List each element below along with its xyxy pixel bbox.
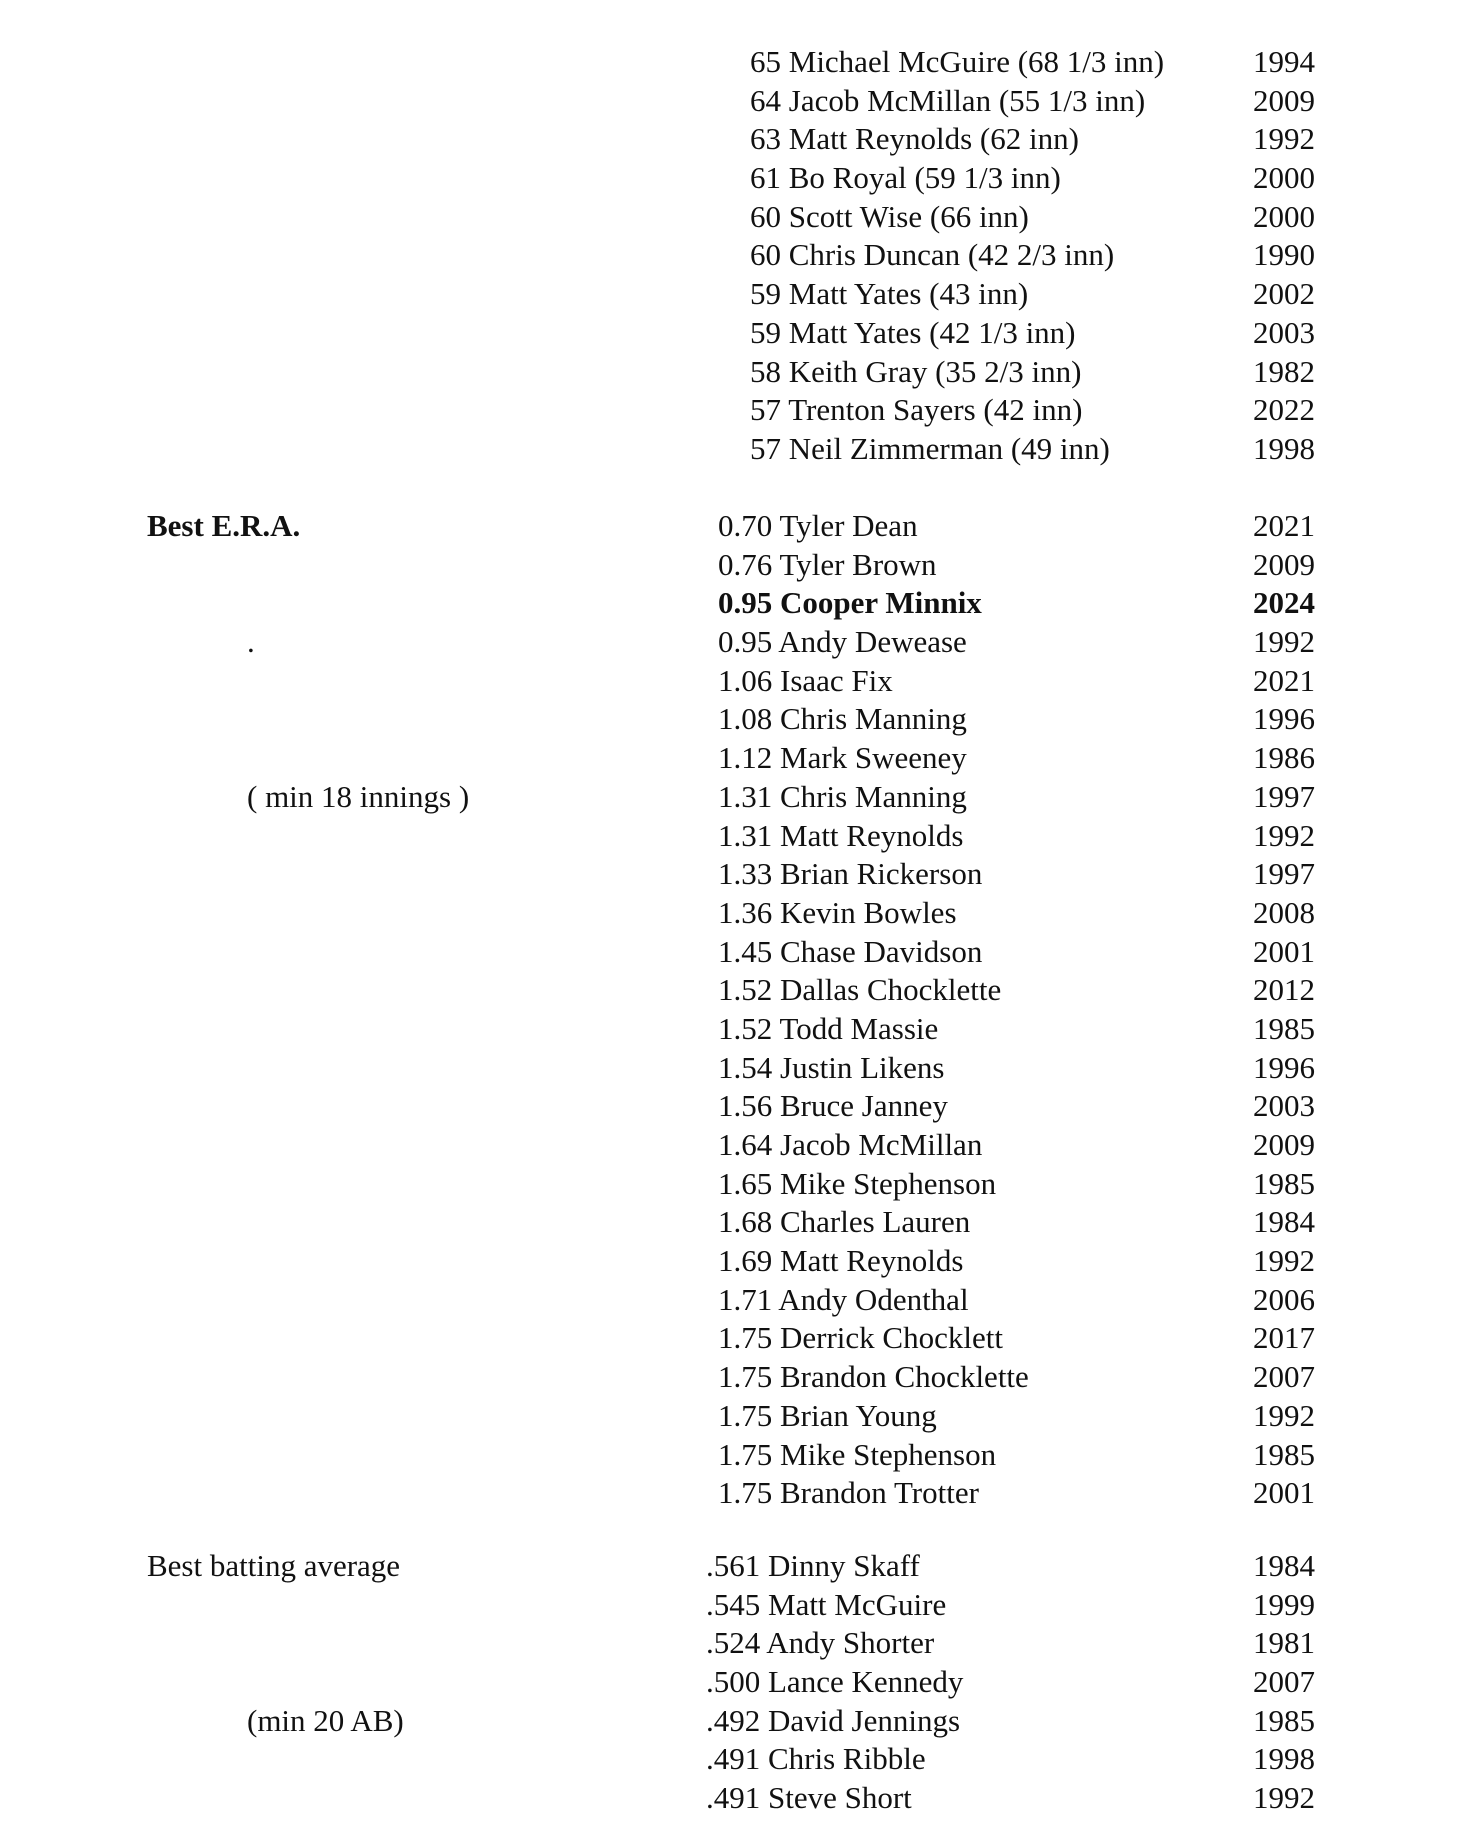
record-entry: 1.31 Chris Manning [718, 778, 967, 814]
record-entry: 60 Chris Duncan (42 2/3 inn) [750, 237, 1115, 273]
record-year: 2002 [1253, 276, 1315, 312]
record-row [0, 1358, 1468, 1397]
record-entry: 65 Michael McGuire (68 1/3 inn) [750, 44, 1165, 79]
record-year: 1996 [1253, 701, 1315, 737]
record-row [0, 159, 1468, 198]
record-row [0, 1203, 1468, 1242]
record-row [0, 1126, 1468, 1165]
record-row [0, 353, 1468, 392]
record-entry: 1.69 Matt Reynolds [718, 1243, 964, 1279]
record-row [0, 82, 1468, 121]
record-row [0, 584, 1468, 623]
record-year: 2021 [1253, 508, 1315, 543]
record-entry: 1.71 Andy Odenthal [718, 1281, 969, 1317]
record-row [0, 933, 1468, 972]
record-entry: 1.75 Brandon Trotter [718, 1475, 979, 1511]
record-year: 2008 [1253, 894, 1315, 930]
record-year: 2012 [1253, 972, 1315, 1008]
record-entry: 1.31 Matt Reynolds [718, 817, 964, 853]
record-row [0, 1702, 1468, 1741]
record-year: 2017 [1253, 1320, 1315, 1356]
record-entry: 58 Keith Gray (35 2/3 inn) [750, 353, 1082, 389]
record-entry: 1.64 Jacob McMillan [718, 1127, 983, 1162]
record-year: 1992 [1253, 624, 1315, 660]
batting-min-note: (min 20 AB) [247, 1703, 404, 1738]
strikeouts-list [0, 43, 1468, 469]
record-year: 2001 [1253, 933, 1315, 969]
record-row [0, 971, 1468, 1010]
record-entry: .545 Matt McGuire [706, 1586, 947, 1622]
record-year: 2024 [1253, 585, 1315, 621]
record-row [0, 236, 1468, 275]
batting-section [0, 1547, 1468, 1818]
record-year: 2021 [1253, 662, 1315, 698]
record-entry: 0.70 Tyler Dean [718, 508, 918, 543]
record-entry: 1.08 Chris Manning [718, 701, 967, 737]
record-row [0, 120, 1468, 159]
record-entry: 1.45 Chase Davidson [718, 933, 983, 969]
record-row [0, 1319, 1468, 1358]
record-entry: 1.33 Brian Rickerson [718, 856, 983, 892]
record-entry: 1.75 Mike Stephenson [718, 1436, 997, 1472]
record-row [0, 1010, 1468, 1049]
record-entry: 1.65 Mike Stephenson [718, 1165, 997, 1201]
record-entry: 57 Neil Zimmerman (49 inn) [750, 430, 1110, 466]
record-year: 1985 [1253, 1702, 1315, 1738]
record-entry: .524 Andy Shorter [706, 1625, 935, 1661]
record-row [0, 817, 1468, 856]
record-entry: .561 Dinny Skaff [706, 1548, 920, 1583]
record-row [0, 1049, 1468, 1088]
record-row [0, 314, 1468, 353]
record-entry: .500 Lance Kennedy [706, 1664, 964, 1700]
record-entry: 1.54 Justin Likens [718, 1049, 945, 1085]
record-entry: 1.75 Brandon Chocklette [718, 1359, 1029, 1395]
record-entry: 1.68 Charles Lauren [718, 1204, 971, 1240]
record-row [0, 739, 1468, 778]
record-year: 2003 [1253, 1088, 1315, 1124]
record-entry: 61 Bo Royal (59 1/3 inn) [750, 160, 1061, 196]
record-year: 2001 [1253, 1475, 1315, 1511]
record-year: 1997 [1253, 778, 1315, 814]
record-row [0, 1436, 1468, 1475]
record-entry: 59 Matt Yates (42 1/3 inn) [750, 314, 1076, 350]
record-year: 2007 [1253, 1664, 1315, 1700]
record-year: 2007 [1253, 1359, 1315, 1395]
record-row [0, 778, 1468, 817]
record-year: 1985 [1253, 1165, 1315, 1201]
record-year: 1981 [1253, 1625, 1315, 1661]
record-row [0, 1740, 1468, 1779]
record-row [0, 1165, 1468, 1204]
record-year: 1994 [1253, 44, 1315, 79]
record-year: 1982 [1253, 353, 1315, 389]
record-year: 2009 [1253, 1127, 1315, 1162]
record-year: 1997 [1253, 856, 1315, 892]
record-year: 2003 [1253, 314, 1315, 350]
record-year: 1999 [1253, 1586, 1315, 1622]
record-entry: 63 Matt Reynolds (62 inn) [750, 121, 1079, 157]
record-row [0, 507, 1468, 546]
record-entry: 1.56 Bruce Janney [718, 1088, 948, 1124]
record-entry: 0.95 Cooper Minnix [718, 585, 982, 621]
record-year: 2000 [1253, 198, 1315, 234]
batting-list [0, 1547, 1468, 1818]
record-row [0, 855, 1468, 894]
era-stray-dot: . [247, 624, 255, 659]
era-list [0, 507, 1468, 1513]
record-year: 2009 [1253, 546, 1315, 582]
record-year: 1992 [1253, 1243, 1315, 1279]
record-row [0, 430, 1468, 469]
record-row [0, 1242, 1468, 1281]
record-entry: 0.95 Andy Dewease [718, 624, 967, 660]
record-year: 1986 [1253, 740, 1315, 776]
record-entry: 57 Trenton Sayers (42 inn) [750, 392, 1083, 428]
record-year: 1992 [1253, 1780, 1315, 1816]
record-year: 1992 [1253, 121, 1315, 157]
record-entry: 1.75 Derrick Chocklett [718, 1320, 1003, 1356]
record-year: 1996 [1253, 1049, 1315, 1085]
record-entry: .491 Steve Short [706, 1780, 912, 1816]
record-row [0, 662, 1468, 701]
record-row [0, 623, 1468, 662]
record-entry: 0.76 Tyler Brown [718, 546, 937, 582]
record-year: 2022 [1253, 392, 1315, 428]
batting-section-label: Best batting average [147, 1548, 401, 1583]
record-entry: 1.52 Dallas Chocklette [718, 972, 1002, 1008]
record-year: 1990 [1253, 237, 1315, 273]
record-row [0, 198, 1468, 237]
record-year: 2006 [1253, 1281, 1315, 1317]
record-entry: 1.12 Mark Sweeney [718, 740, 967, 776]
record-year: 1998 [1253, 430, 1315, 466]
record-year: 1985 [1253, 1436, 1315, 1472]
record-row [0, 1087, 1468, 1126]
era-section-label: Best E.R.A. [147, 508, 301, 543]
record-row [0, 1397, 1468, 1436]
record-entry: .491 Chris Ribble [706, 1741, 926, 1777]
record-year: 1998 [1253, 1741, 1315, 1777]
era-min-note: ( min 18 innings ) [247, 779, 470, 814]
record-year: 1984 [1253, 1204, 1315, 1240]
record-year: 2000 [1253, 160, 1315, 196]
record-row [0, 1281, 1468, 1320]
record-entry: 60 Scott Wise (66 inn) [750, 198, 1029, 234]
record-row [0, 1663, 1468, 1702]
record-row [0, 546, 1468, 585]
record-year: 2009 [1253, 82, 1315, 118]
record-row [0, 700, 1468, 739]
record-entry: 64 Jacob McMillan (55 1/3 inn) [750, 82, 1146, 118]
record-row [0, 1586, 1468, 1625]
record-row [0, 894, 1468, 933]
record-row [0, 43, 1468, 82]
record-year: 1992 [1253, 817, 1315, 853]
record-year: 1992 [1253, 1397, 1315, 1433]
record-entry: 1.75 Brian Young [718, 1397, 937, 1433]
strikeouts-section [0, 43, 1468, 469]
record-entry: 1.36 Kevin Bowles [718, 894, 957, 930]
record-year: 1984 [1253, 1548, 1315, 1583]
record-entry: 1.06 Isaac Fix [718, 662, 893, 698]
record-entry: .492 David Jennings [706, 1702, 961, 1738]
record-row [0, 1547, 1468, 1586]
record-entry: 59 Matt Yates (43 inn) [750, 276, 1029, 312]
record-row [0, 1474, 1468, 1513]
era-section [0, 507, 1468, 1513]
record-row [0, 1624, 1468, 1663]
record-row [0, 275, 1468, 314]
record-year: 1985 [1253, 1010, 1315, 1046]
record-row [0, 1779, 1468, 1818]
record-row [0, 391, 1468, 430]
record-entry: 1.52 Todd Massie [718, 1010, 939, 1046]
